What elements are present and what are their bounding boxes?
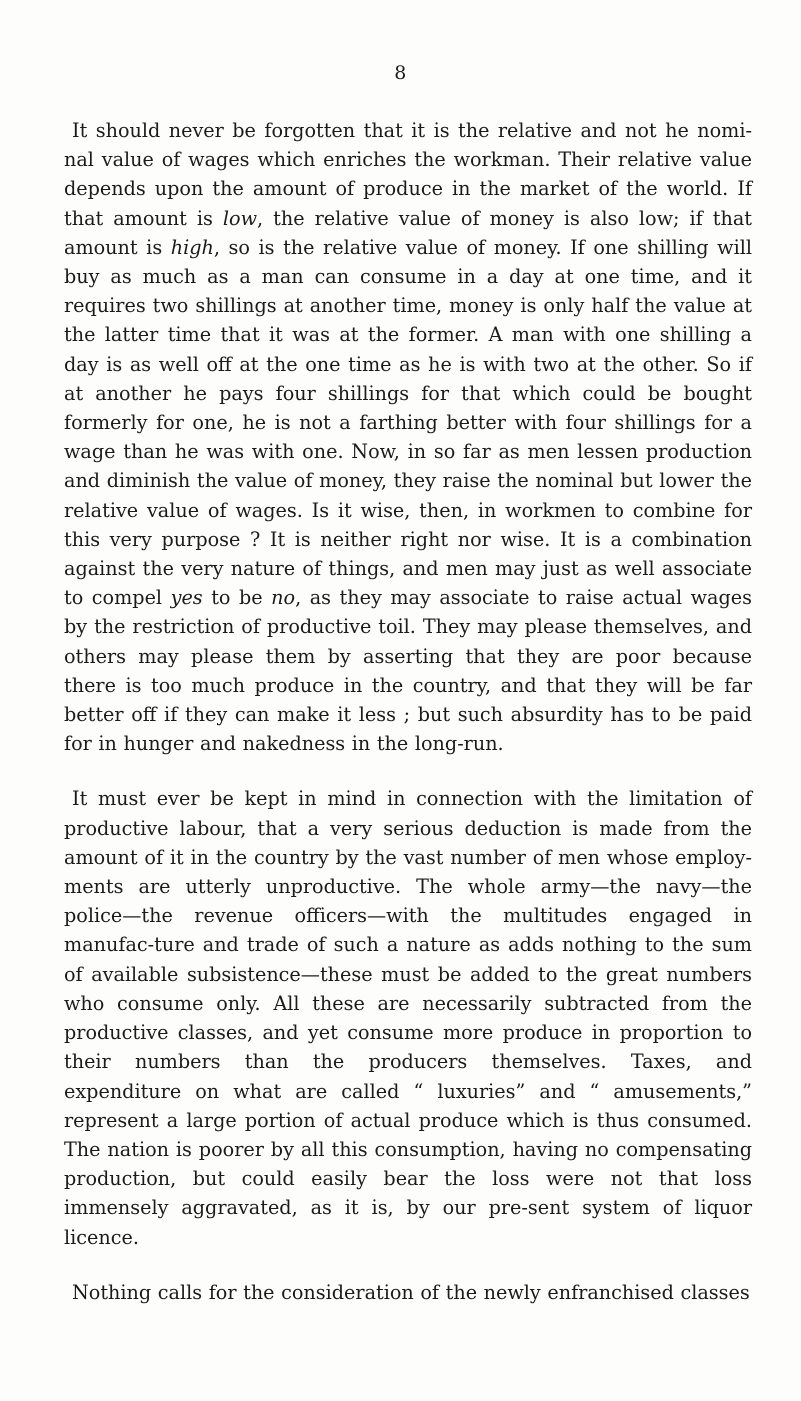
- page-number: 8: [394, 62, 407, 84]
- text-run: Nothing calls for the consideration of the newly enfranchised classes: [72, 1280, 750, 1304]
- italic-word: no: [271, 586, 296, 610]
- paragraph-wages: [64, 116, 752, 758]
- paragraph-productive-labour: [64, 784, 752, 1251]
- text-run: , so is the relative value of money. If one shilling will buy as much as a man can consume in a day at one time, and it requires two shillings at another time, money is only half the value at the latter time that it was at the former. A man with one shilling a day is as well off at the one time as he is with two at the other. So if at another he pays four shillings for that which could be bought formerly for one, he is not a farthing better with four shillings for a wage than he was with one. Now, in so far as men lessen production and diminish the value of money, they raise the nominal but lower the relative value of wages. Is it wise, then, in workmen to combine for this very purpose ? It is neither right nor wise. It is a combination against the very nature of things, and men may just as well associate to compel: [64, 235, 752, 610]
- body-text: [64, 116, 752, 1307]
- text-run: It must ever be kept in mind in connection with the limitation of productive labour, that a very serious deduction is made from the amount of it in the country by the vast number of men whose employ-ments are utterly unproductive. The whole army—the navy—the police—the revenue officers—with the multitudes engaged in manufac-ture and trade of such a nature as adds nothing to the sum of available subsistence—these must be added to the great numbers who consume only. All these are necessarily subtracted from the productive classes, and yet consume more produce in proportion to their numbers than the producers themselves. Taxes, and expenditure on what are called “ luxuries” and “ amusements,” represent a large portion of actual produce which is thus consumed. The nation is poorer by all this consumption, having no compensating production, but could easily bear the loss were not that loss immensely aggravated, as it is, by our pre-sent system of liquor licence.: [64, 787, 752, 1249]
- text-run: It should never be forgotten that it is the relative and not he nomi-nal value of wages which enriches the workman. Their relative value depends upon the amount of produce in the market of the world. If that amount is: [64, 119, 752, 230]
- italic-word: yes: [170, 586, 203, 610]
- text-run: , the relative value of money is also low; if that amount is: [64, 206, 752, 259]
- italic-word: high: [170, 235, 214, 259]
- italic-word: low: [222, 206, 258, 230]
- text-run: , as they may associate to raise actual wages by the restriction of productive toil. They may please themselves, and others may please them by asserting that they are poor because there is too much produce in the country, and that they will be far better off if they can make it less ; but such absurdity has to be paid for in hunger and nakedness in the long-run.: [64, 586, 752, 756]
- paragraph-enfranchised-classes: [64, 1278, 752, 1307]
- text-run: to be: [202, 586, 272, 610]
